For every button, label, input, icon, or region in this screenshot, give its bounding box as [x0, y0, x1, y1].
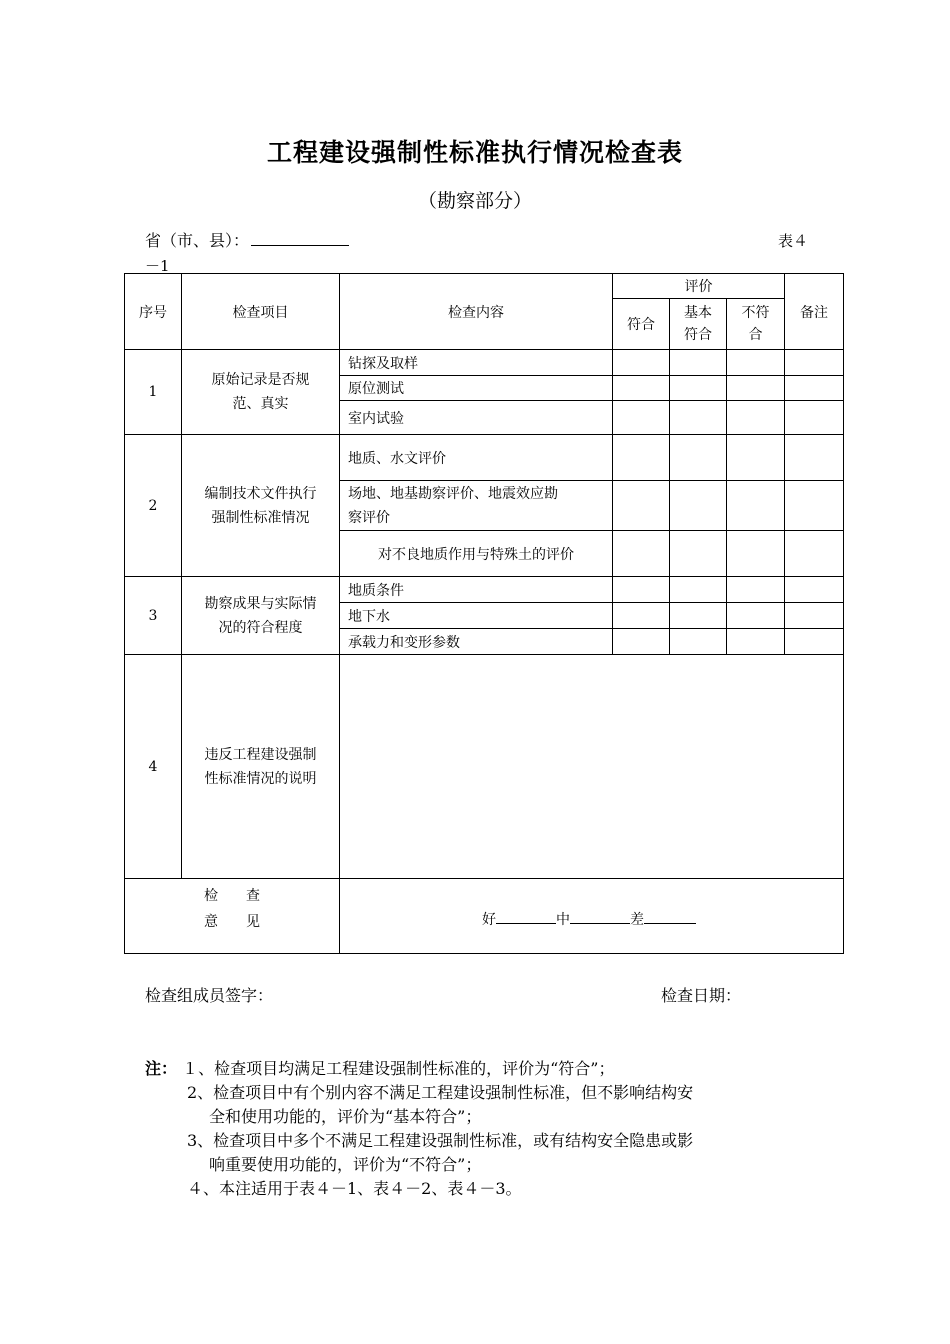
row-3-item: 勘察成果与实际情 况的符合程度: [182, 577, 340, 655]
rating-good-label: 好: [482, 912, 496, 928]
eval-cell[interactable]: [613, 435, 670, 481]
eval-cell[interactable]: [670, 376, 727, 401]
header-eval-basic: 基本 符合: [670, 299, 727, 350]
eval-cell[interactable]: [670, 577, 727, 603]
opinion-label: 检 查 意 见: [125, 879, 340, 954]
row-4-item: 违反工程建设强制 性标准情况的说明: [182, 655, 340, 879]
notes-section: [145, 1057, 825, 1201]
remark-cell[interactable]: [785, 531, 844, 577]
row-1-content-2: 原位测试: [340, 376, 613, 401]
row-2-content-1: 地质、水文评价: [340, 435, 613, 481]
opinion-rating: [340, 879, 844, 954]
header-eval: 评价: [613, 274, 785, 299]
rating-bad-label: 差: [630, 912, 644, 928]
header-eval-ok: 符合: [613, 299, 670, 350]
row-2-seq: 2: [125, 435, 182, 577]
eval-cell[interactable]: [670, 350, 727, 376]
eval-cell[interactable]: [613, 629, 670, 655]
eval-cell[interactable]: [727, 401, 785, 435]
eval-cell[interactable]: [613, 401, 670, 435]
remark-cell[interactable]: [785, 603, 844, 629]
eval-cell[interactable]: [613, 481, 670, 531]
note-2: 2、检查项目中有个别内容不满足工程建设强制性标准，但不影响结构安 全和使用功能的，评价为“基本符合”；: [187, 1083, 694, 1126]
table-number: 表４: [778, 232, 809, 250]
violation-description-area[interactable]: [340, 655, 844, 879]
row-3-content-3: 承载力和变形参数: [340, 629, 613, 655]
page-subtitle: （勘察部分）: [417, 190, 532, 212]
eval-cell[interactable]: [613, 350, 670, 376]
remark-cell[interactable]: [785, 401, 844, 435]
region-label: 省（市、县）：: [145, 231, 250, 250]
rating-bad-blank[interactable]: [644, 909, 696, 924]
eval-cell[interactable]: [670, 481, 727, 531]
eval-cell[interactable]: [727, 577, 785, 603]
eval-cell[interactable]: [727, 629, 785, 655]
header-content: 检查内容: [340, 274, 613, 350]
row-1-seq: 1: [125, 350, 182, 435]
remark-cell[interactable]: [785, 376, 844, 401]
row-3-content-2: 地下水: [340, 603, 613, 629]
eval-cell[interactable]: [613, 603, 670, 629]
row-3-content-1: 地质条件: [340, 577, 613, 603]
remark-cell[interactable]: [785, 350, 844, 376]
eval-cell[interactable]: [613, 376, 670, 401]
eval-cell[interactable]: [670, 603, 727, 629]
eval-cell[interactable]: [727, 376, 785, 401]
eval-cell[interactable]: [670, 401, 727, 435]
notes-lead: 注：: [145, 1059, 178, 1078]
remark-cell[interactable]: [785, 577, 844, 603]
rating-mid-blank[interactable]: [570, 909, 630, 924]
eval-cell[interactable]: [613, 577, 670, 603]
region-blank[interactable]: [251, 229, 349, 246]
inspection-table: [124, 273, 844, 954]
row-1-content-3: 室内试验: [340, 401, 613, 435]
eval-cell[interactable]: [727, 603, 785, 629]
note-1: 注： １、检查项目均满足工程建设强制性标准的，评价为“符合”；: [145, 1059, 615, 1078]
remark-cell[interactable]: [785, 481, 844, 531]
eval-cell[interactable]: [727, 435, 785, 481]
eval-cell[interactable]: [670, 435, 727, 481]
eval-cell[interactable]: [727, 350, 785, 376]
eval-cell[interactable]: [727, 531, 785, 577]
rating-good-blank[interactable]: [496, 909, 556, 924]
row-1-content-1: 钻探及取样: [340, 350, 613, 376]
eval-cell[interactable]: [727, 481, 785, 531]
header-item: 检查项目: [182, 274, 340, 350]
row-2-item: 编制技术文件执行 强制性标准情况: [182, 435, 340, 577]
eval-cell[interactable]: [613, 531, 670, 577]
note-4: ４、本注适用于表４－1、表４－2、表４－3。: [187, 1179, 522, 1198]
signature-label: 检查组成员签字：: [145, 986, 274, 1005]
row-2-content-3: 对不良地质作用与特殊土的评价: [340, 531, 613, 577]
header-seq: 序号: [125, 274, 182, 350]
eval-cell[interactable]: [670, 531, 727, 577]
page-title: 工程建设强制性标准执行情况检查表: [266, 138, 683, 167]
region-field: [145, 228, 349, 251]
remark-cell[interactable]: [785, 629, 844, 655]
row-4-seq: 4: [125, 655, 182, 879]
eval-cell[interactable]: [670, 629, 727, 655]
row-2-content-2: 场地、地基勘察评价、地震效应勘 察评价: [340, 481, 613, 531]
row-3-seq: 3: [125, 577, 182, 655]
rating-mid-label: 中: [556, 912, 570, 928]
header-remark: 备注: [785, 274, 844, 350]
remark-cell[interactable]: [785, 435, 844, 481]
date-label: 检查日期：: [661, 986, 742, 1005]
header-eval-no: 不符 合: [727, 299, 785, 350]
note-3: 3、检查项目中多个不满足工程建设强制性标准，或有结构安全隐患或影 响重要使用功能的，评价为“不符合”；: [187, 1131, 694, 1174]
table-number-cont: －1: [145, 257, 170, 275]
row-1-item: 原始记录是否规 范、真实: [182, 350, 340, 435]
